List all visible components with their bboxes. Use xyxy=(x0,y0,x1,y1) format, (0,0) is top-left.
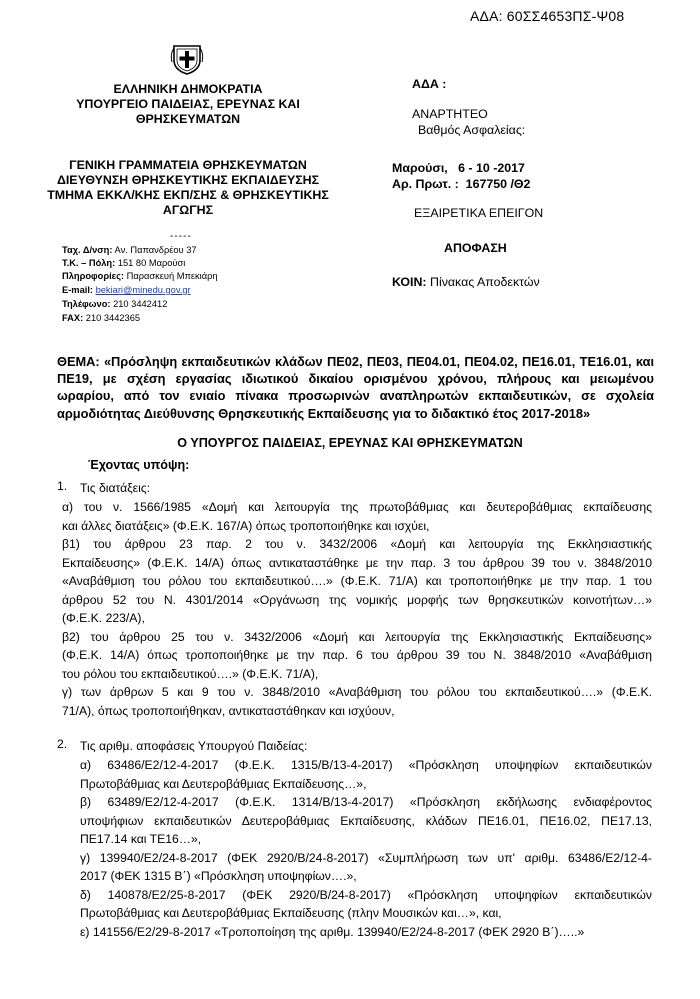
department-line: ΔΙΕΥΘΥΝΣΗ ΘΡΗΣΚΕΥΤΙΚΗΣ ΕΚΠΑΙΔΕΥΣΗΣ xyxy=(56,173,320,187)
decision-line: Πρωτοβάθμιας και Δευτεροβάθμιας Εκπαίδευσης (πλην Μουσικών και…», και, xyxy=(80,906,502,920)
subject-line: ΘΕΜΑ: «Πρόσληψη εκπαιδευτικών κλάδων ΠΕ02, ΠΕ03, ΠΕ04.01, ΠΕ04.02, ΠΕ16.01, ΤΕ16.01, και xyxy=(57,354,654,369)
provision-line: άρθρου 52 του Ν. 4301/2014 «Οργάνωση της νομικής μορφής των θρησκευτικών κοινοτήτων…» xyxy=(62,592,652,607)
provision-line: «Αναβάθμιση του ρόλου του εκπαιδευτικού….» (Φ.Ε.Κ. 71/Α) και τροποποιήθηκε με την παρ. 1 του xyxy=(62,574,652,588)
decision-line: ΠΕ17.14 και ΤΕ16…», xyxy=(80,832,202,846)
provision-line: (Φ.Ε.Κ. 223/Α), xyxy=(62,611,145,625)
minister-heading: Ο ΥΠΟΥΡΓΟΣ ΠΑΙΔΕΙΑΣ, ΕΡΕΥΝΑΣ ΚΑΙ ΘΡΗΣΚΕΥΜΑΤΩΝ xyxy=(177,436,523,450)
provisions-body xyxy=(62,498,652,720)
item-number: 2. xyxy=(57,737,68,751)
decisions-intro xyxy=(80,737,640,756)
subject-line: ΠΕ19, με σχέση εργασίας ιδιωτικού δικαίου ορισμένου χρόνου, πλήρους και μειωμένου xyxy=(57,371,654,387)
urgent-label: ΕΞΑΙΡΕΤΙΚΑ ΕΠΕΙΓΟΝ xyxy=(414,206,544,220)
decision-line: ε) 141556/Ε2/29-8-2017 «Τροποποίηση της αριθμ. 139940/Ε2/24-8-2017 (ΦΕΚ 2920 Β΄)…..» xyxy=(80,924,585,939)
decision-line: Πρωτοβάθμιας και Δευτεροβάθμιας Εκπαίδευσης…», xyxy=(80,776,367,791)
protocol-number: Αρ. Πρωτ. : 167750 /Θ2 xyxy=(392,177,531,191)
email-link[interactable]: bekiari@minedu.gov.gr xyxy=(95,285,191,295)
contact-email: E-mail: bekiari@minedu.gov.gr xyxy=(62,285,191,295)
contact-postcode: Τ.Κ. – Πόλη: 151 80 Μαρούσι xyxy=(62,258,186,268)
provision-line: και άλλες διατάξεις» (Φ.Ε.Κ. 167/Α) όπως τροποποιήθηκε και ισχύει, xyxy=(62,518,430,533)
subject-line: ωραρίου, από τον ενιαίο πίνακα προσωρινών αναπληρωτών εκπαιδευτικών, σε σχολεία xyxy=(57,388,654,404)
provisions-list xyxy=(80,479,640,498)
provision-line: β2) του άρθρου 25 του ν. 3432/2006 «Δομή και λειτουργία της Εκκλησιαστικής Εκπαίδευσης» xyxy=(62,629,652,644)
department-line: ΤΜΗΜΑ ΕΚΚΛ/ΚΗΣ ΕΚΠ/ΣΗΣ & ΘΡΗΣΚΕΥΤΙΚΗΣ xyxy=(47,188,329,202)
ada-label: ΑΔΑ : xyxy=(412,77,447,91)
provision-line: β1) του άρθρου 23 παρ. 2 του ν. 3432/2006 «Δομή και λειτουργία της Εκκλησιαστικής xyxy=(62,537,652,551)
koin-recipients: ΚΟΙΝ: Πίνακας Αποδεκτών xyxy=(392,275,540,289)
ministry-line: ΘΡΗΣΚΕΥΜΑΤΩΝ xyxy=(135,112,241,126)
subject-line: αρμοδιότητας Διεύθυνσης Θρησκευτικής Εκπαίδευσης για το διδακτικό έτος 2017-2018» xyxy=(57,405,591,421)
provision-line: γ) των άρθρων 5 και 9 του ν. 3848/2010 «Αναβάθμιση του ρόλου του εκπαιδευτικού….» (Φ.Ε.Κ. xyxy=(62,685,652,699)
ministry-line: ΥΠΟΥΡΓΕΙΟ ΠΑΙΔΕΙΑΣ, ΕΡΕΥΝΑΣ ΚΑΙ xyxy=(76,97,300,111)
considering-heading: Έχοντας υπόψη: xyxy=(88,458,190,472)
decisions-list xyxy=(80,756,652,941)
decision-intro-line: Τις αριθμ. αποφάσεις Υπουργού Παιδείας: xyxy=(80,739,308,753)
decision-line: β) 63489/Ε2/12-4-2017 (Φ.Ε.Κ. 1314/Β/13-4-2017) «Πρόσκληση εκδήλωσης ενδιαφέροντος xyxy=(80,795,652,809)
decision-line: γ) 139940/Ε2/24-8-2017 (ΦΕΚ 2920/Β/24-8-2017) «Συμπλήρωση των υπ' αριθμ. 63486/Ε2/12-4- xyxy=(80,850,652,865)
place-date: Μαρούσι, 6 - 10 -2017 xyxy=(392,161,525,175)
provision-line: του ρόλου του εκπαιδευτικού….» (Φ.Ε.Κ. 71/Α), xyxy=(62,666,319,681)
department-heading xyxy=(40,158,336,218)
decision-label: ΑΠΟΦΑΣΗ xyxy=(444,241,507,255)
posted-label: ΑΝΑΡΤΗΤΕΟ xyxy=(412,107,488,121)
provision-line: Τις διατάξεις: xyxy=(80,481,151,495)
contact-fax: FAX: 210 3442365 xyxy=(62,313,141,323)
department-line: ΓΕΝΙΚΗ ΓΡΑΜΜΑΤΕΙΑ ΘΡΗΣΚΕΥΜΑΤΩΝ xyxy=(69,158,307,172)
provision-line: (Φ.Ε.Κ. 14/Α) όπως τροποποιήθηκε με την παρ. 6 του άρθρου 39 του Ν. 3848/2010 «Αναβάθμιση xyxy=(62,648,652,662)
provision-line: α) του ν. 1566/1985 «Δομή και λειτουργία της πρωτοβάθμιας και δευτεροβάθμιας εκπαίδευσης xyxy=(62,500,652,514)
decision-line: δ) 140878/Ε2/25-8-2017 (ΦΕΚ 2920/Β/24-8-2017) «Πρόσκληση υποψηφίων εκπαιδευτικών xyxy=(80,887,652,902)
ministry-heading xyxy=(50,82,326,127)
provision-line: 71/Α), όπως τροποποιήθηκαν, αντικαταστάθηκαν και ισχύουν, xyxy=(62,703,395,718)
decision-line: 2017 (ΦΕΚ 1315 Β΄) «Πρόσκληση υποψηφίων….», xyxy=(80,869,357,883)
decision-line: α) 63486/Ε2/12-4-2017 (Φ.Ε.Κ. 1315/Β/13-4-2017) «Πρόσκληση υποψηφίων εκπαιδευτικών xyxy=(80,758,652,772)
ada-code-top: ΑΔΑ: 60ΣΣ4653ΠΣ-Ψ08 xyxy=(470,8,625,24)
item-number: 1. xyxy=(57,479,68,493)
provision-line: Εκπαίδευσης» (Φ.Ε.Κ. 14/Α) όπως αντικαταστάθηκε με την παρ. 3 του άρθρου 39 του ν. 3848/2010 xyxy=(62,555,652,570)
security-level-label: Βαθμός Ασφαλείας: xyxy=(418,123,526,137)
greek-emblem-icon xyxy=(170,42,204,76)
subject-paragraph xyxy=(57,353,654,422)
decision-line: υποψήφιων εκπαιδευτικών Δευτεροβάθμιας Εκπαίδευσης, κλάδων ΠΕ16.01, ΠΕ16.02, ΠΕ17.13, xyxy=(80,813,652,828)
ministry-line: ΕΛΛΗΝΙΚΗ ΔΗΜΟΚΡΑΤΙΑ xyxy=(113,82,263,96)
separator-dashes: ----- xyxy=(170,231,192,242)
contact-address: Ταχ. Δ/νση: Αν. Παπανδρέου 37 xyxy=(62,245,197,255)
contact-info-person: Πληροφορίες: Παρασκευή Μπεκιάρη xyxy=(62,271,218,281)
contact-phone: Τηλέφωνο: 210 3442412 xyxy=(62,299,168,309)
department-line: ΑΓΩΓΗΣ xyxy=(162,203,214,217)
